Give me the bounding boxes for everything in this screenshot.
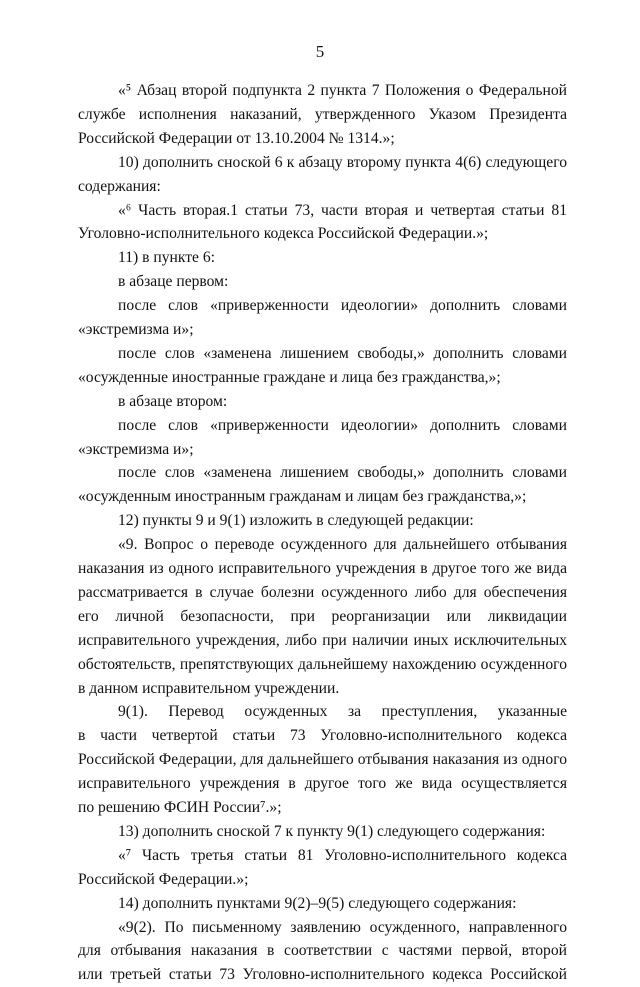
text-line: «осужденным иностранным гражданам и лицам без гражданства,»; <box>78 488 527 506</box>
text-line: «экстремизма и»; <box>78 440 194 458</box>
text-line: в абзаце первом: <box>118 273 229 291</box>
text-line: исправительного учреждения, либо при наличии иных исключительных <box>78 631 567 649</box>
text-line: Российской Федерации, для дальнейшего отбывания наказания из одного <box>78 751 567 769</box>
text-line: «осужденные иностранные граждане и лица без гражданства,»; <box>78 368 501 386</box>
text-line: содержания: <box>78 177 161 195</box>
text-line: 13) дополнить сноской 7 к пункту 9(1) следующего содержания: <box>118 822 546 840</box>
text-line: 14) дополнить пунктами 9(2)–9(5) следующего содержания: <box>118 894 517 912</box>
text-line: по решению ФСИН России⁷.»; <box>78 799 282 816</box>
text-line: службе исполнения наказаний, утвержденного Указом Президента <box>78 105 567 123</box>
text-line: после слов «заменена лишением свободы,» дополнить словами <box>118 344 567 362</box>
text-line: «9(2). По письменному заявлению осужденного, направленного <box>118 918 567 936</box>
text-line: рассматривается в случае болезни осужденного либо для обеспечения <box>78 583 567 601</box>
text-line: или третьей статьи 73 Уголовно-исполнительного кодекса Российской <box>78 966 567 984</box>
text-line: его личной безопасности, при реорганизации или ликвидации <box>78 607 567 625</box>
text-line: «⁶ Часть вторая.1 статьи 73, части вторая и четвертая статьи 81 <box>118 201 567 219</box>
text-line: после слов «заменена лишением свободы,» дополнить словами <box>118 464 567 482</box>
text-line: исправительного учреждения в другое того же вида осуществляется <box>78 775 567 793</box>
text-line: 11) в пункте 6: <box>118 249 215 267</box>
text-line: наказания из одного исправительного учреждения в другое того же вида <box>78 560 567 577</box>
text-line: Российской Федерации.»; <box>78 870 249 888</box>
text-line: 9(1). Перевод осужденных за преступления, указанные <box>118 703 567 721</box>
text-line: в абзаце втором: <box>118 392 228 410</box>
text-line: 12) пункты 9 и 9(1) изложить в следующей редакции: <box>118 512 474 530</box>
text-line: Уголовно-исполнительного кодекса Российской Федерации.»; <box>78 225 489 243</box>
text-line: в части четвертой статьи 73 Уголовно-исполнительного кодекса <box>78 727 567 745</box>
text-line: в данном исправительном учреждении. <box>78 679 340 697</box>
text-line: после слов «приверженности идеологии» дополнить словами <box>118 297 567 315</box>
page-number: 5 <box>315 42 325 61</box>
text-line: обстоятельств, препятствующих дальнейшему нахождению осужденного <box>78 655 567 673</box>
text-line: 10) дополнить сноской 6 к абзацу второму пункта 4(6) следующего <box>118 153 567 171</box>
text-line: «экстремизма и»; <box>78 321 194 338</box>
text-line: Российской Федерации от 13.10.2004 № 1314.»; <box>78 129 395 147</box>
text-line: после слов «приверженности идеологии» дополнить словами <box>118 416 567 434</box>
text-line: «9. Вопрос о переводе осужденного для дальнейшего отбывания <box>118 536 567 554</box>
text-line: «⁵ Абзац второй подпункта 2 пункта 7 Положения о Федеральной <box>118 82 567 99</box>
text-line: «⁷ Часть третья статьи 81 Уголовно-исполнительного кодекса <box>118 846 567 864</box>
text-line: для отбывания наказания в соответствии с частями первой, второй <box>78 942 567 960</box>
